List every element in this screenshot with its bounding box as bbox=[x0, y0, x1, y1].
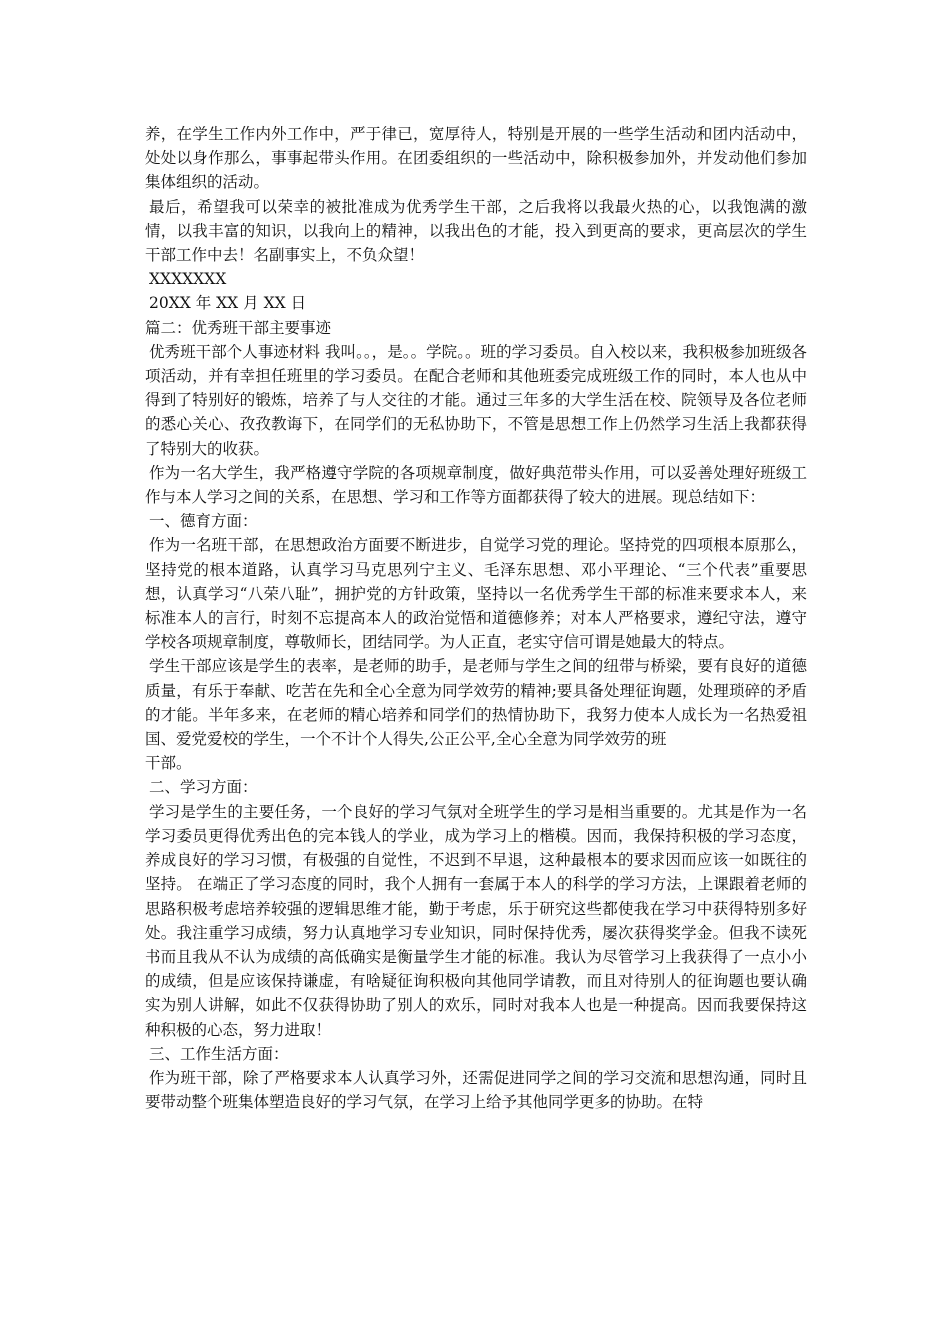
signature-name: XXXXXXX bbox=[149, 270, 227, 289]
body-paragraph: 学生干部应该是学生的表率，是老师的助手，是老师与学生之间的纽带与桥梁，要有良好的道德质量，有乐于奉献、吃苦在先和全心全意为同学效劳的精神;要具备处理征询题，处理琐碎的矛盾的才能。半年多来，在老师的精心培养和同学们的热情协助下，我努力使本人成长为一名热爱祖国、爱党爱校的学生，一个不计个人得失,公正公平,全心全意为同学效劳的班 bbox=[145, 657, 807, 749]
body-paragraph: 作为一名大学生，我严格遵守学院的各项规章制度，做好典范带头作用，可以妥善处理好班级工作与本人学习之间的关系，在思想、学习和工作等方面都获得了较大的进展。现总结如下： bbox=[145, 463, 807, 507]
subsection-heading: 三、工作生活方面： bbox=[149, 1044, 289, 1063]
section-title: 篇二：优秀班干部主要事迹 bbox=[145, 318, 332, 337]
signature-date: 20XX 年 XX 月 XX 日 bbox=[149, 294, 307, 313]
body-paragraph: 作为班干部，除了严格要求本人认真学习外，还需促进同学之间的学习交流和思想沟通，同时且要带动整个班集体塑造良好的学习气氛，在学习上给予其他同学更多的协助。在特 bbox=[145, 1068, 807, 1112]
body-paragraph: 优秀班干部个人事迹材料 我叫。。，是。。学院。。班的学习委员。自入校以来，我积极参加班级各项活动，并有幸担任班里的学习委员。在配合老师和其他班委完成班级工作的同时，本人也从中得到了特别好的锻炼，培养了与人交往的才能。通过三年多的大学生活在校、院领导及各位老师的悉心关心、孜孜教诲下，在同学们的无私协助下，不管是思想工作上仍然学习生活上我都获得了特别大的收获。 bbox=[145, 342, 807, 458]
subsection-heading: 一、德育方面： bbox=[149, 512, 258, 531]
body-paragraph: 学习是学生的主要任务，一个良好的学习气氛对全班学生的学习是相当重要的。尤其是作为一名学习委员更得优秀出色的完本钱人的学业，成为学习上的楷模。因而，我保持积极的学习态度，养成良好的学习习惯，有极强的自觉性，不迟到不早退，这种最根本的要求因而应该一如既往的坚持。 在端正了学习态度的同时，我个人拥有一套属于本人的科学的学习方法，上课跟着老师的思路积极考虑培养较强的逻辑思维才能，勤于考虑，乐于研究这些都使我在学习中获得特别多好处。我注重学习成绩，努力认真地学习专业知识，同时保持优秀，屡次获得奖学金。但我不读死书而且我从不认为成绩的高低确实是衡量学生才能的标准。我认为尽管学习上我获得了一点小小的成绩，但是应该保持谦虚，有啥疑征询积极向其他同学请教，而且对待别人的征询题也要认确实为别人讲解，如此不仅获得协助了别人的欢乐，同时对我本人也是一种提高。因而我要保持这种积极的心态，努力进取！ bbox=[145, 802, 807, 1039]
subsection-heading: 二、学习方面： bbox=[149, 778, 258, 797]
body-paragraph: 养，在学生工作内外工作中，严于律已，宽厚待人，特别是开展的一些学生活动和团内活动中，处处以身作那么，事事起带头作用。在团委组织的一些活动中，除积极参加外，并发动他们参加集体组织的活动。 bbox=[145, 125, 807, 192]
body-paragraph: 干部。 bbox=[145, 754, 192, 773]
body-paragraph: 作为一名班干部，在思想政治方面要不断进步，自觉学习党的理论。坚持党的四项根本原那么，坚持党的根本道路，认真学习马克思列宁主义、毛泽东思想、邓小平理论、“三个代表”重要思想，认真学习“八荣八耻”，拥护党的方针政策，坚持以一名优秀学生干部的标准来要求本人，来标准本人的言行，时刻不忘提高本人的政治觉悟和道德修养；对本人严格要求，遵纪守法，遵守学校各项规章制度，尊敬师长，团结同学。为人正直，老实守信可谓是她最大的特点。 bbox=[145, 536, 807, 652]
document-page bbox=[145, 122, 807, 1114]
body-paragraph: 最后，希望我可以荣幸的被批准成为优秀学生干部，之后我将以我最火热的心，以我饱满的激情，以我丰富的知识，以我向上的精神，以我出色的才能，投入到更高的要求，更高层次的学生干部工作中去！名副事实上，不负众望！ bbox=[145, 197, 807, 265]
